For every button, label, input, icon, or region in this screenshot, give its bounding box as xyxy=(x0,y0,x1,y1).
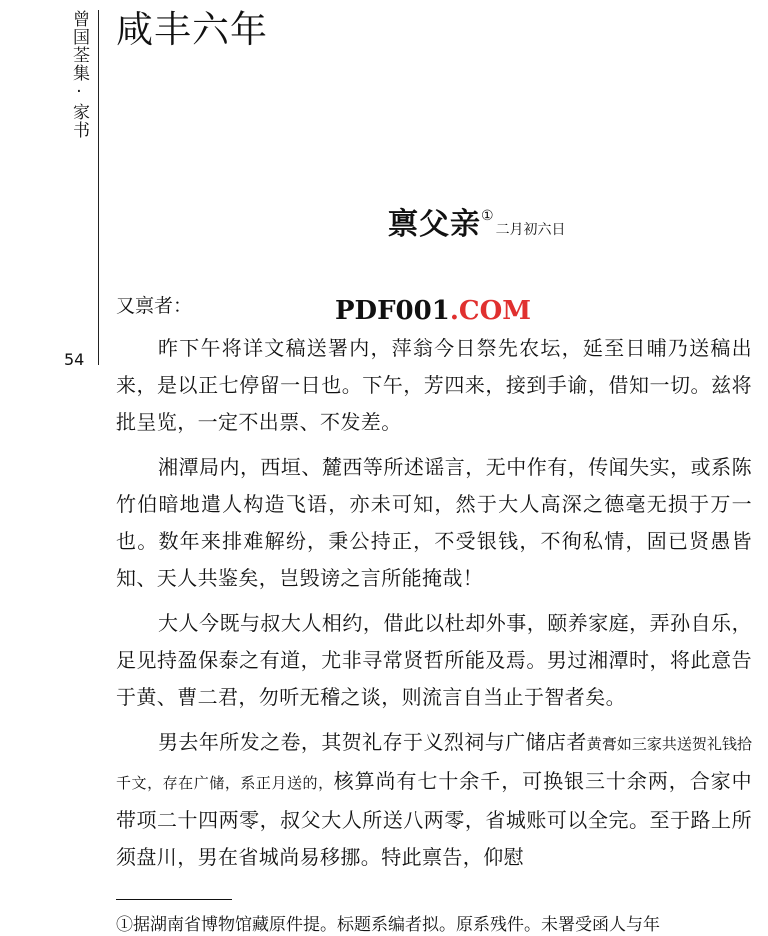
paragraph-4-text-a: 男去年所发之卷，其贺礼存于义烈祠与广储店者 xyxy=(158,730,587,754)
watermark xyxy=(335,294,531,328)
running-book-title: 曾国荃集·家书 xyxy=(69,10,89,139)
letter-title: 禀父亲 xyxy=(388,207,481,242)
footnote: ①据湖南省博物馆藏原件提。标题系编者拟。原系残件。未署受函人与年 xyxy=(116,915,660,935)
paragraph-3: 大人今既与叔大人相约，借此以杜却外事，颐养家庭，弄孙自乐，足见持盈保泰之有道，尤非寻常贤哲所能及焉。男过湘潭时，将此意告于黄、曹二君，勿听无稽之谈，则流言自当止于智者矣。 xyxy=(116,611,752,709)
paragraph-4-text-b: 核算尚有七十余千，可换银三十余两，合家中带项二十四两零，叔父大人所送八两零，省城账可以全完。至于路上所须盘川，男在省城尚易移挪。特此禀告，仰慰 xyxy=(116,769,752,869)
salutation: 又禀者： xyxy=(116,295,193,317)
letter-body xyxy=(116,330,752,884)
paragraph-1: 昨下午将详文稿送署内，萍翁今日祭先农坛，延至日晡乃送稿出来，是以正七停留一日也。下午，芳四来，接到手谕，借知一切。兹将批呈览，一定不出票、不发差。 xyxy=(116,336,752,434)
letter-heading xyxy=(388,206,566,244)
side-divider xyxy=(98,10,99,365)
paragraph-4-annotation: 黄膏如三家共送贺礼钱拾千文，存在广储，系正月送的， xyxy=(116,735,752,792)
paragraph-4 xyxy=(116,724,752,876)
watermark-text-main: PDF001 xyxy=(335,296,450,326)
chapter-title: 咸丰六年 xyxy=(116,8,268,51)
footnote-marker: ① xyxy=(481,208,494,224)
watermark-text-domain: .COM xyxy=(449,296,532,326)
letter-date: 二月初六日 xyxy=(495,222,566,238)
footnote-divider xyxy=(116,899,232,900)
page-number: 54 xyxy=(64,350,85,369)
paragraph-2: 湘潭局内，西垣、麓西等所述谣言，无中作有，传闻失实，或系陈竹伯暗地遣人构造飞语，亦未可知，然于大人高深之德毫无损于万一也。数年来排难解纷，秉公持正，不受银钱，不徇私情，固已贤愚皆知、天人共鉴矣，岂毁谤之言所能掩哉！ xyxy=(116,455,752,590)
